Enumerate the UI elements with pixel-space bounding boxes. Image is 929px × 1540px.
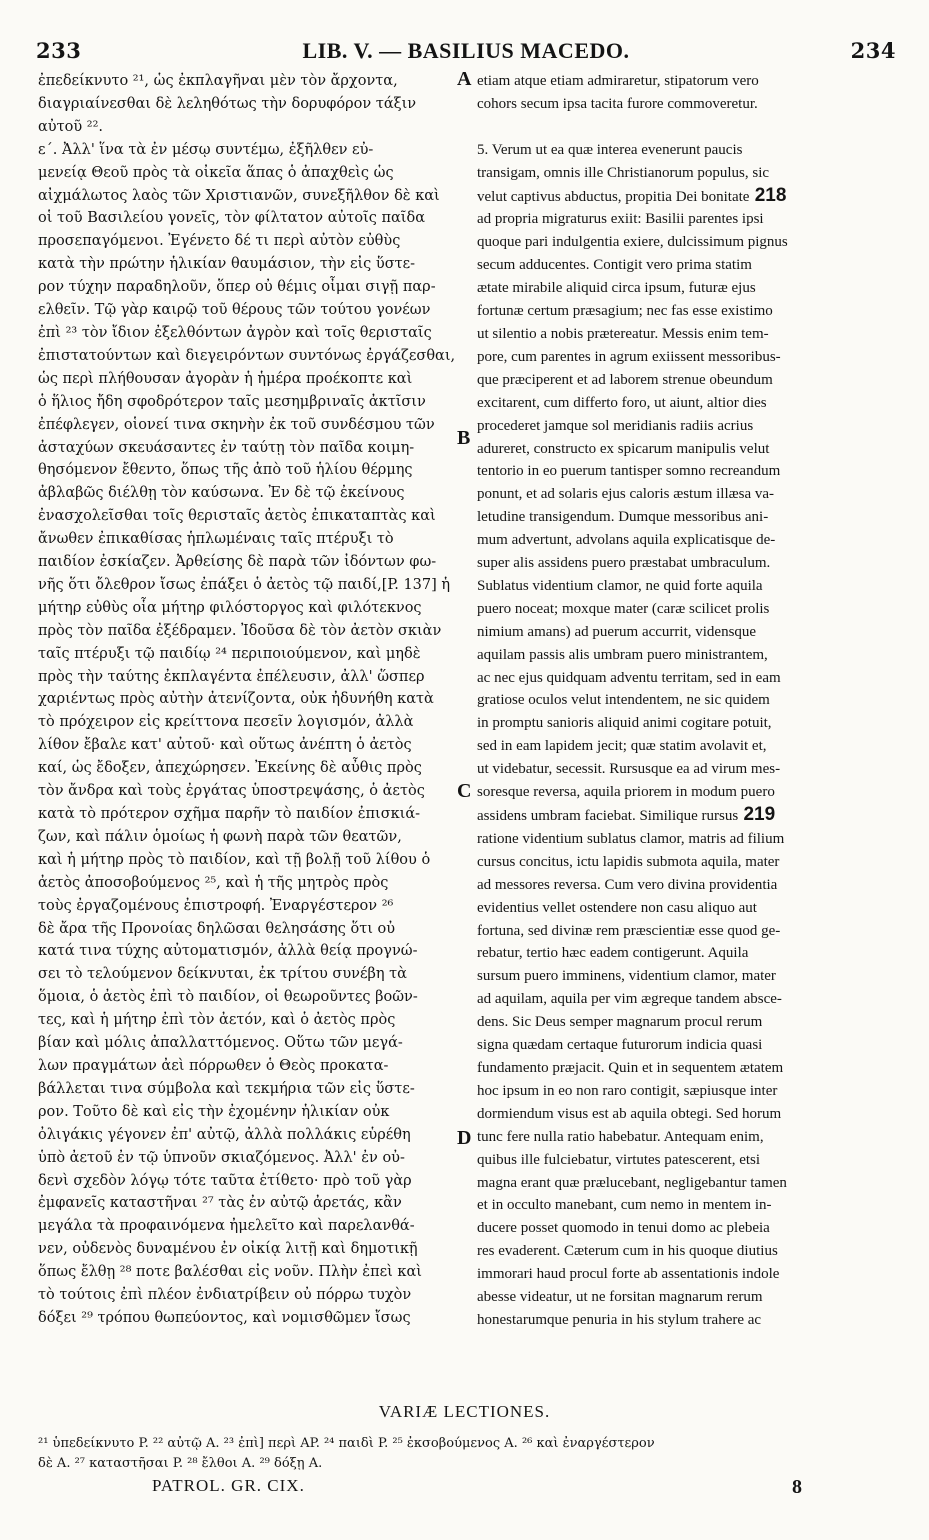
latin-text-line: transigam, omnis ille Christianorum populus, sic	[477, 164, 770, 181]
greek-text-line: μενείᾳ Θεοῦ πρὸς τὰ οἰκεῖα ἅπας ὁ ἀπαχθεὶς ὡς	[38, 164, 394, 181]
latin-text-line: ut videbatur, secessit. Rursusque ea ad virum mes-	[477, 761, 781, 778]
greek-text-line: προσεπαγόμενοι. Ἐγένετο δέ τι περὶ αὐτὸν εὐθὺς	[38, 233, 401, 250]
greek-text-line: δενὶ σχεδὸν λόγῳ τότε ταῦτα ἐτίθετο· πρὸ τοῦ γὰρ	[38, 1172, 412, 1189]
greek-text-line: τὸ πρόχειρον εἰς κρείττονα πεσεῖν λογισμόν, ἀλλὰ	[38, 714, 414, 731]
latin-text-line: 5. Verum ut ea quæ interea evenerunt paucis	[477, 141, 743, 158]
footer-sheet-number: 8	[792, 1476, 802, 1498]
latin-text-line: assidens umbram faciebat. Similique rursus 219	[477, 804, 776, 825]
greek-text-line: κατά τινα τύχης αὐτοματισμόν, ἀλλὰ θείᾳ προγνώ-	[38, 943, 418, 960]
latin-text-line: cursus concitus, ictu lapidis submota aquila, mater	[477, 853, 780, 870]
latin-text-line: fundamento præjacit. Quin et in sequentem ætatem	[477, 1059, 784, 1076]
greek-text-line: πρὸς τὸν παῖδα ἐξέδραμεν. Ἰδοῦσα δὲ τὸν ἀετὸν σκιὰν	[38, 622, 442, 639]
greek-text-line: ελθεῖν. Τῷ γὰρ καιρῷ τοῦ θέρους τῶν τούτου γονέων	[38, 302, 431, 319]
greek-text-line: νῆς ὅτι ὄλεθρον ἴσως ἐπάξει ὁ ἀετὸς τῷ παιδί,[P. 137] ἡ	[38, 576, 451, 593]
latin-text-line: honestarumque penuria in his stylum trahere ac	[477, 1311, 762, 1328]
latin-text-line: quoque pari indulgentia exiere, dulcissimum pignus	[477, 234, 788, 251]
latin-text-line: ac nec ejus quidquam adventu territam, sed in eam	[477, 669, 781, 686]
greek-text-line: τὸν ἄνδρα καὶ τοὺς ἐργάτας ὑποστρεψάσης, ὁ ἀετὸς	[38, 783, 425, 800]
greek-text-line: κατὰ τὸ πρότερον σχῆμα παρῆν τὸ παιδίον ἐπισκιά-	[38, 806, 421, 822]
greek-text-line: ἀετὸς ἀποσοβούμενος ²⁵, καὶ ἡ τῆς μητρὸς πρὸς	[38, 874, 389, 891]
latin-text-line: immorari haud procul forte ab assentationis indole	[477, 1266, 780, 1283]
greek-text-line: ἐπιστατούντων καὶ διεγειρόντων συντόνως ἐργάζεσθαι,	[38, 347, 456, 364]
greek-text-line: αὐτοῦ ²².	[38, 118, 104, 135]
latin-text-line: in promptu sanioris aliquid animi cogitare potuit,	[477, 715, 772, 732]
greek-text-line: ἐμφανεῖς καταστῆναι ²⁷ τὰς ἐν αὐτῷ ἀρετάς, κἂν	[38, 1195, 402, 1212]
latin-text-line: nimium amans) ad puerum accurrit, vidensque	[477, 623, 757, 640]
latin-text-line: velut captivus abductus, propitia Dei bonitate 218	[477, 184, 787, 206]
latin-text-line: dens. Sic Deus semper magnarum procul rerum	[477, 1014, 763, 1031]
greek-text-line: καί, ὡς ἔδοξεν, ἀπεχώρησεν. Ἐκείνης δὲ αὖθις πρὸς	[38, 760, 422, 777]
greek-text-line: πρὸς τὴν ταύτης ἐκπλαγέντα ἐπέλευσιν, ἀλλ' ὥσπερ	[38, 668, 425, 685]
latin-text-line: ponunt, et ad solaris ejus caloris æstum illæsa va-	[477, 486, 775, 503]
greek-text-line: λίθον ἔβαλε κατ' αὐτοῦ· καὶ οὕτως ἀνέπτη ὁ ἀετὸς	[38, 737, 412, 754]
latin-text-line: magna erant quæ prælucebant, negligebantur tamen	[477, 1174, 787, 1191]
margin-letter-d: D	[457, 1127, 472, 1149]
margin-letter-a: A	[457, 68, 472, 90]
greek-text-line: νεν, οὐδενὸς δυναμένου ἐν οἰκίᾳ λιτῇ καὶ δημοτικῇ	[38, 1241, 418, 1258]
greek-text-line: δόξει ²⁹ τρόπου θωπεύοντος, καὶ νομισθῶμεν ἴσως	[38, 1309, 411, 1326]
latin-text-line: super alis assidens puero præstabat umbraculum.	[477, 555, 771, 572]
greek-text-line: ἐνασχολεῖσθαι τοῖς θερισταῖς ἀετὸς ἐπικαταπτὰς καὶ	[38, 508, 436, 525]
greek-text-line: τες, καὶ ἡ μήτηρ ἐπὶ τὸν ἀετόν, καὶ ὁ ἀετὸς πρὸς	[38, 1012, 396, 1029]
section-number: 218	[749, 184, 787, 206]
greek-text-line: ὅπως ἔλθῃ ²⁸ ποτε βαλέσθαι εἰς νοῦν. Πλὴν ἐπεὶ καὶ	[38, 1264, 422, 1281]
greek-text-line: ζων, καὶ πάλιν ὁμοίως ἡ φωνὴ παρὰ τῶν θεατῶν,	[38, 828, 402, 845]
latin-text-line	[477, 116, 891, 139]
latin-text-line: tentorio in eo puerum tantisper somno recreandum	[477, 463, 781, 480]
greek-text-line: ἄνωθεν ἐπικαθίσας ἡπλωμέναις ταῖς πτέρυξι τὸ	[38, 531, 394, 548]
latin-text-line: abesse videatur, ut ne forsitan magnarum rerum	[477, 1289, 763, 1306]
greek-text-line: βάλλεται τινα σύμβολα καὶ τεκμήρια τῶν εἰς ὕστε-	[38, 1080, 415, 1097]
running-title: LIB. V. — BASILIUS MACEDO.	[302, 38, 630, 63]
latin-text-line: excitarent, cum differto foro, ut aiunt, altior dies	[477, 394, 767, 411]
greek-text-line: ρον. Τοῦτο δὲ καὶ εἰς τὴν ἐχομένην ἡλικίαν οὐκ	[38, 1103, 390, 1120]
greek-text-line: τὸ τούτοις ἐπὶ πλέον ἐνδιατρίβειν οὐ πόρρω τυχὸν	[38, 1287, 412, 1304]
latin-text-line: dormiendum visus est ab aquila obtegi. Sed horum	[477, 1105, 782, 1122]
greek-text-line: παιδίον ἐσκίαζεν. Ἀρθείσης δὲ παρὰ τῶν ἰδόντων φω-	[38, 554, 437, 571]
latin-text-line: fortunæ certum præsagium; nec fas esse existimo	[477, 303, 773, 320]
latin-text-line: etiam atque etiam admiraretur, stipatorum vero	[477, 73, 759, 89]
greek-text-line: ρον τύχην παραδηλοῦν, ὅπερ οὐ θέμις οἶμαι σιγῇ παρ-	[38, 279, 436, 296]
greek-text-line: δὲ ἄρα τῆς Προνοίας δηλῶσαι θελησάσης ὅτι οὐ	[38, 920, 396, 937]
greek-text-line: ἐπέφλεγεν, οἱονεί τινα σκηνὴν ἐκ τοῦ συνδέσμου τῶν	[38, 416, 435, 433]
latin-text-line: res evaderent. Cæterum cum in his quoque diutius	[477, 1243, 778, 1260]
latin-text-line: mum advertunt, advolans aquila explicatisque de-	[477, 532, 776, 549]
latin-text-line: ad aquilam, aquila per vim ægreque tandem absce-	[477, 991, 782, 1008]
latin-text-line: rebatur, tertio hæc eadem contigerunt. Aquila	[477, 945, 749, 962]
latin-text-line: evidentius vellet ostendere non casu aliquo aut	[477, 899, 757, 916]
latin-column	[477, 70, 891, 1332]
greek-text-line: ὁ ἥλιος ἤδη σφοδρότερον ταῖς μεσημβριναῖς ἀκτῖσιν	[38, 393, 426, 410]
greek-text-line: κατὰ τὴν πρώτην ἡλικίαν θαυμάσιον, τὴν εἰς ὕστε-	[38, 256, 416, 273]
greek-text-line: ἀβλαβῶς διέλθῃ τὸν καύσωνα. Ἐν δὲ τῷ ἐκείνους	[38, 485, 405, 502]
greek-text-line: ἐπεδείκνυτο ²¹, ὡς ἐκπλαγῆναι μὲν τὸν ἄρχοντα,	[38, 73, 398, 89]
greek-text-line: ὀλιγάκις γέγονεν ἐπ' αὐτῷ, ἀλλὰ πολλάκις εὑρέθη	[38, 1126, 411, 1143]
page-number-right: 234	[850, 38, 896, 63]
greek-text-line: σει τὸ τελούμενον δείκνυται, ἐκ τρίτου συνέβη τὰ	[38, 966, 407, 983]
greek-text-line: καὶ ἡ μήτηρ πρὸς τὸ παιδίον, καὶ τῇ βολῇ τοῦ λίθου ὁ	[38, 851, 431, 868]
greek-text-line: ταῖς πτέρυξι τῷ παιδίῳ ²⁴ περιποιούμενον, καὶ μηδὲ	[38, 645, 421, 662]
greek-text-line: λων πραγμάτων ἀεὶ πόρρωθεν ὁ Θεὸς προκατα-	[38, 1057, 389, 1074]
greek-column	[38, 70, 456, 1330]
latin-text-line: sursum puero imminens, videntium clamor, mater	[477, 968, 776, 985]
greek-text-line: μεγάλα τὰ προφαινόμενα ἠμελεῖτο καὶ παρελανθά-	[38, 1218, 415, 1235]
latin-text-line: aquilam passis alis umbram puero ministrantem,	[477, 646, 768, 663]
latin-text-line: secum adducentes. Contigit vero prima statim	[477, 257, 752, 274]
footer-signature: PATROL. GR. CIX.	[152, 1476, 305, 1495]
latin-text-line: ducere posset quomodo in tenui domo ac plebeia	[477, 1220, 770, 1237]
section-number: 219	[738, 804, 776, 825]
latin-text-line: hoc ipsum in eo non raro contigit, sæpiusque inter	[477, 1082, 778, 1099]
greek-text-line: ὡς περὶ πλήθουσαν ἀγορὰν ἡ ἡμέρα προέκοπτε καὶ	[38, 370, 413, 387]
greek-text-line: χαριέντως πρὸς αὐτὴν ἀτενίζοντα, οὐκ ἠδυνήθη κατὰ	[38, 691, 434, 708]
latin-text-line: signa quædam certaque futurorum indicia quasi	[477, 1037, 763, 1054]
latin-text-line: ut silentio a nobis prætereatur. Messis enim tem-	[477, 325, 769, 342]
latin-text-line: soresque reversa, aquila priorem in modum puero	[477, 784, 775, 801]
latin-text-line: cohors secum ipsa tacita furore commoveretur.	[477, 95, 758, 112]
latin-text-line: sed in eam lapidem jecit; quæ statim avolavit et,	[477, 738, 767, 755]
latin-text-line: puero noceat; moxque mater (caræ scilicet prolis	[477, 600, 770, 617]
page-footer	[152, 1476, 802, 1506]
margin-letter-b: B	[457, 427, 471, 449]
margin-letter-c: C	[457, 780, 472, 802]
greek-text-line: ε΄. Ἀλλ' ἵνα τὰ ἐν μέσῳ συντέμω, ἐξῆλθεν εὐ-	[38, 141, 374, 158]
latin-text-line: ad propria migraturus exiit: Basilii parentes ipsi	[477, 211, 764, 228]
variae-line-1: ²¹ ὑπεδείκνυτο P. ²² αὐτῷ A. ²³ ἐπὶ] περὶ AP. ²⁴ παιδὶ P. ²⁵ ἐκσοβούμενος A. ²⁶ καὶ ἐναργέστερον	[38, 1436, 655, 1451]
greek-text-line: βίαν καὶ μόλις ἀπαλλαττόμενος. Οὕτω τῶν μεγά-	[38, 1035, 403, 1052]
variae-lectiones	[38, 1434, 898, 1474]
greek-text-line: αἰχμάλωτος λαὸς τῶν Χριστιανῶν, συνεξῆλθον δὲ καὶ	[38, 187, 440, 204]
greek-text-line: τοὺς ἐργαζομένους ἐπιστροφή. Ἐναργέστερον ²⁶	[38, 897, 394, 914]
greek-text-line: οἱ τοῦ Βασιλείου γονεῖς, τὸν φίλτατον αὐτοῖς παῖδα	[38, 210, 426, 227]
running-header	[36, 38, 896, 68]
latin-text-line: et in occulto manebant, cum nemo in mentem in-	[477, 1197, 772, 1214]
latin-text-line: adureret, constructo ex spicarum manipulis velut	[477, 440, 770, 457]
variae-line-2: δὲ A. ²⁷ καταστῆσαι P. ²⁸ ἔλθοι A. ²⁹ δόξῃ A.	[38, 1456, 323, 1471]
greek-text-line: μήτηρ εὐθὺς οἷα μήτηρ φιλόστοργος καὶ φιλότεκνος	[38, 599, 422, 616]
latin-text-line: que præciperent et ad laborem strenue obeundum	[477, 371, 773, 388]
latin-text-line: ratione videntium sublatus clamor, matris ad filium	[477, 830, 785, 847]
greek-text-line: διαγριαίνεσθαι δὲ λεληθότως τὴν δορυφόρον τάξιν	[38, 95, 417, 112]
latin-text-line: ætate mirabile aliquid circa ipsum, futuræ ejus	[477, 280, 756, 297]
greek-text-line: ὅμοια, ὁ ἀετὸς ἐπὶ τὸ παιδίον, οἱ θεωροῦντες βοῶν-	[38, 989, 418, 1006]
latin-text-line: procederet jamque sol meridianis radiis acrius	[477, 417, 754, 434]
latin-text-line: pore, cum parentes in agrum exiissent messoribus-	[477, 348, 781, 365]
latin-text-line: ad messores reversa. Cum vero divina providentia	[477, 876, 778, 893]
variae-lectiones-title: VARIÆ LECTIONES.	[378, 1402, 551, 1421]
latin-text-line: gratiose oculos velut intendentem, ne sic quidem	[477, 692, 770, 709]
page-number-left: 233	[36, 38, 82, 63]
greek-text-line: θησόμενον ἔθεντο, ὅπως τῆς ἀπὸ τοῦ ἡλίου θέρμης	[38, 462, 413, 479]
latin-text-line: fortuna, sed divinæ rem præscientiæ esse quod ge-	[477, 922, 781, 939]
greek-text-line: ὑπὸ ἀετοῦ ἐν τῷ ὑπνοῦν σκιαζόμενος. Ἀλλ' ἐν οὐ-	[38, 1149, 405, 1166]
latin-text-line: letudine transigendum. Dumque messoribus ani-	[477, 509, 769, 526]
latin-text-line: Sublatus videntium clamor, ne quid forte aquila	[477, 577, 763, 594]
greek-text-line: ἀσταχύων σκευάσαντες ἐν ταύτῃ τὸν παῖδα κοιμη-	[38, 439, 415, 456]
greek-text-line: ἐπὶ ²³ τὸν ἴδιον ἐξελθόντων ἀγρὸν καὶ τοῖς θερισταῖς	[38, 324, 432, 341]
latin-text-line: quibus ille fulciebatur, virtutes patescerent, etsi	[477, 1151, 761, 1168]
latin-text-line: tunc fere nulla ratio habebatur. Antequam enim,	[477, 1128, 764, 1145]
